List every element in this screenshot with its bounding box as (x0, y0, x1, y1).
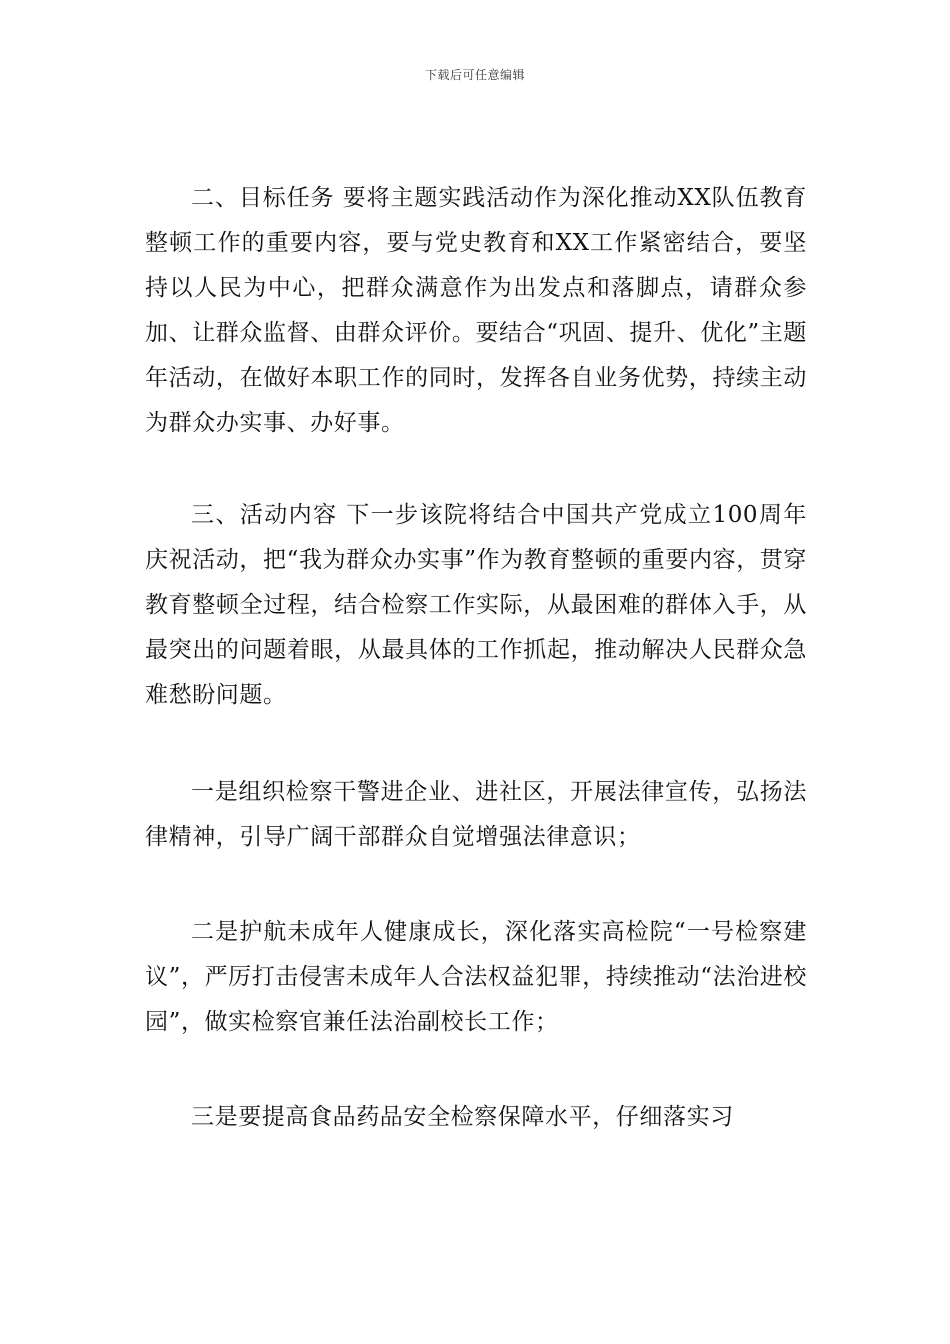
paragraph-activities: 三、活动内容 下一步该院将结合中国共产党成立100周年庆祝活动，把“我为群众办实事”作为教育整顿的重要内容，贯穿教育整顿全过程，结合检察工作实际，从最困难的群体入手，从最突出的问题着眼，从最具体的工作抓起，推动解决人民群众急难愁盼问题。 (145, 502, 807, 708)
paragraph-item-two: 二是护航未成年人健康成长，深化落实高检院“一号检察建议”，严厉打击侵害未成年人合法权益犯罪，持续推动“法治进校园”，做实检察官兼任法治副校长工作； (145, 919, 807, 1035)
paragraph-goals: 二、目标任务 要将主题实践活动作为深化推动XX队伍教育整顿工作的重要内容，要与党史教育和XX工作紧密结合，要坚持以人民为中心，把群众满意作为出发点和落脚点，请群众参加、让群众监督、由群众评价。要结合“巩固、提升、优化”主题年活动，在做好本职工作的同时，发挥各自业务优势，持续主动为群众办实事、办好事。 (145, 185, 807, 436)
page-header: 下载后可任意编辑 (424, 68, 525, 82)
paragraph-item-three: 三是要提高食品药品安全检察保障水平，仔细落实习 (191, 1104, 734, 1130)
paragraph-item-one: 一是组织检察干警进企业、进社区，开展法律宣传，弘扬法律精神，引导广阔干部群众自觉增强法律意识； (145, 779, 807, 850)
document-body (145, 176, 807, 1140)
